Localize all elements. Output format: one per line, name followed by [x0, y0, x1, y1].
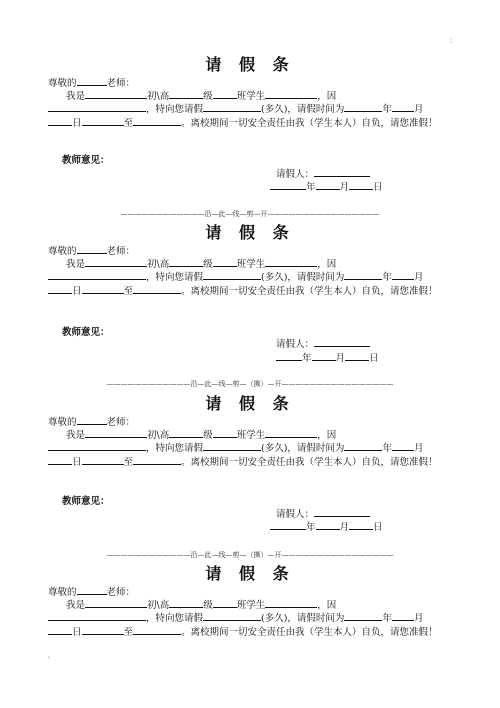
applicant-blank[interactable] [314, 507, 370, 517]
applicant-line [276, 166, 370, 180]
text-request-leave: ，特向您请假 [146, 443, 204, 454]
text-year: 年 [382, 613, 392, 624]
student-info-line [66, 598, 336, 612]
sign-month-blank[interactable] [316, 180, 340, 190]
text-year: 年 [382, 272, 392, 283]
grade-blank[interactable] [169, 257, 203, 267]
cut-line-3: ————————————沿—此—线—剪—（撕）—开———————————————— [106, 551, 394, 559]
text-month: 月 [413, 443, 424, 454]
text-class-student: 班学生 [236, 600, 266, 611]
text-grade: 级 [203, 91, 213, 102]
reason-line [48, 441, 423, 455]
salutation-pre: 尊敬的 [48, 78, 77, 89]
text-request-leave: ，特向您请假 [146, 104, 204, 115]
text-until: 至 [123, 627, 134, 638]
sign-year-blank[interactable] [276, 351, 302, 361]
text-i-am: 我是 [66, 259, 86, 270]
student-name-blank[interactable] [85, 428, 147, 438]
salutation-line [48, 415, 135, 429]
sign-day-blank[interactable] [345, 351, 369, 361]
period-line [48, 284, 438, 298]
teacher-opinion-label: 教师意见： [62, 496, 110, 507]
text-year: 年 [302, 353, 312, 364]
text-day: 日 [72, 286, 82, 297]
text-month: 月 [339, 182, 350, 193]
text-i-am: 我是 [66, 600, 86, 611]
sign-month-blank[interactable] [312, 351, 336, 361]
teacher-name-blank[interactable] [77, 76, 107, 86]
grade-blank[interactable] [169, 598, 203, 608]
text-day: 日 [72, 118, 82, 129]
student-info-line [66, 428, 336, 442]
text-grade: 级 [203, 430, 213, 441]
text-year: 年 [306, 522, 316, 533]
applicant-label: 请假人： [276, 169, 315, 180]
corner-mark-top: ; [450, 36, 453, 44]
text-year: 年 [382, 443, 392, 454]
slip-title: 请 假 条 [205, 564, 295, 583]
text-until: 至 [123, 118, 134, 129]
text-responsibility: 。离校期间一切安全责任由我（学生本人）自负，请您准假！ [181, 627, 438, 638]
end-date-blank-2[interactable] [133, 455, 181, 465]
start-year-blank[interactable] [344, 611, 382, 621]
date-line [270, 179, 383, 193]
class-blank[interactable] [213, 89, 237, 99]
corner-mark-bottom: ' [48, 656, 50, 664]
start-month-blank[interactable] [392, 102, 414, 112]
reason-blank[interactable] [48, 270, 146, 280]
student-name-blank[interactable] [85, 89, 147, 99]
duration-blank[interactable] [203, 270, 261, 280]
text-until: 至 [123, 286, 134, 297]
end-date-blank-2[interactable] [133, 284, 181, 294]
applicant-blank[interactable] [314, 337, 370, 347]
date-line [276, 350, 379, 364]
period-line [48, 455, 438, 469]
sign-day-blank[interactable] [349, 520, 373, 530]
salutation-post: 老师： [106, 78, 136, 89]
salutation-pre: 尊敬的 [48, 246, 77, 257]
applicant-line [276, 336, 370, 350]
period-line [48, 116, 438, 130]
text-day: 日 [373, 182, 383, 193]
end-date-blank-2[interactable] [133, 116, 181, 126]
text-i-am: 我是 [66, 91, 86, 102]
text-responsibility: 。离校期间一切安全责任由我（学生本人）自负，请您准假！ [181, 286, 438, 297]
end-date-blank[interactable] [82, 284, 124, 294]
text-day: 日 [72, 627, 82, 638]
start-year-blank[interactable] [344, 441, 382, 451]
salutation-line [48, 244, 135, 258]
text-duration-time: (多久)，请假时间为 [261, 443, 345, 454]
teacher-opinion-label: 教师意见： [62, 155, 110, 166]
sign-year-blank[interactable] [270, 180, 306, 190]
leave-slip-3 [0, 395, 500, 555]
reason-blank[interactable] [48, 441, 146, 451]
class-blank[interactable] [213, 598, 237, 608]
salutation-post: 老师： [106, 246, 136, 257]
leave-slip-1 [0, 56, 500, 216]
salutation-pre: 尊敬的 [48, 417, 77, 428]
text-year: 年 [306, 182, 316, 193]
teacher-name-blank[interactable] [77, 244, 107, 254]
text-school-level: 初\高 [147, 259, 170, 270]
reason-line [48, 611, 423, 625]
text-year: 年 [382, 104, 392, 115]
text-duration-time: (多久)，请假时间为 [261, 613, 345, 624]
text-because: ，因 [317, 430, 337, 441]
text-duration-time: (多久)，请假时间为 [261, 104, 345, 115]
salutation-line [48, 585, 135, 599]
reason-blank[interactable] [48, 102, 146, 112]
text-responsibility: 。离校期间一切安全责任由我（学生本人）自负，请您准假！ [181, 118, 438, 129]
teacher-opinion-label: 教师意见： [62, 327, 110, 338]
date-line [270, 519, 383, 533]
slip-title: 请 假 条 [205, 394, 295, 413]
end-date-blank-2[interactable] [133, 625, 181, 635]
leave-slip-2 [0, 224, 500, 384]
text-school-level: 初\高 [147, 430, 170, 441]
class-blank[interactable] [213, 428, 237, 438]
grade-blank[interactable] [169, 89, 203, 99]
salutation-post: 老师： [106, 417, 136, 428]
slip-title: 请 假 条 [205, 223, 295, 242]
text-because: ，因 [317, 91, 337, 102]
applicant-label: 请假人： [276, 509, 315, 520]
text-class-student: 班学生 [236, 91, 266, 102]
text-request-leave: ，特向您请假 [146, 613, 204, 624]
applicant-line [276, 506, 370, 520]
cut-line-2: ————————————沿—此—线—剪—（撕）—开———————————————— [106, 380, 394, 388]
text-because: ，因 [317, 259, 337, 270]
text-month: 月 [413, 613, 424, 624]
grade-blank[interactable] [169, 428, 203, 438]
text-month: 月 [413, 104, 424, 115]
reason-line [48, 102, 423, 116]
duration-blank[interactable] [203, 102, 261, 112]
teacher-name-blank[interactable] [77, 415, 107, 425]
text-class-student: 班学生 [236, 259, 266, 270]
slip-title: 请 假 条 [205, 55, 295, 74]
salutation-pre: 尊敬的 [48, 587, 77, 598]
applicant-label: 请假人： [276, 339, 315, 350]
text-school-level: 初\高 [147, 91, 170, 102]
start-day-blank[interactable] [48, 455, 72, 465]
teacher-name-blank[interactable] [77, 585, 107, 595]
sign-month-blank[interactable] [316, 520, 340, 530]
start-month-blank[interactable] [392, 611, 414, 621]
start-month-blank[interactable] [392, 441, 414, 451]
start-day-blank[interactable] [48, 284, 72, 294]
end-date-blank[interactable] [82, 625, 124, 635]
leave-slip-4 [0, 565, 500, 645]
student-blank[interactable] [265, 598, 317, 608]
text-because: ，因 [317, 600, 337, 611]
text-day: 日 [373, 522, 383, 533]
text-class-student: 班学生 [236, 430, 266, 441]
start-year-blank[interactable] [344, 102, 382, 112]
text-day: 日 [72, 457, 82, 468]
student-info-line [66, 89, 336, 103]
text-grade: 级 [203, 259, 213, 270]
text-request-leave: ，特向您请假 [146, 272, 204, 283]
sign-day-blank[interactable] [349, 180, 373, 190]
text-responsibility: 。离校期间一切安全责任由我（学生本人）自负，请您准假！ [181, 457, 438, 468]
end-date-blank[interactable] [82, 455, 124, 465]
student-blank[interactable] [265, 89, 317, 99]
student-name-blank[interactable] [85, 257, 147, 267]
duration-blank[interactable] [203, 441, 261, 451]
start-month-blank[interactable] [392, 270, 414, 280]
start-year-blank[interactable] [344, 270, 382, 280]
text-school-level: 初\高 [147, 600, 170, 611]
cut-line-1: ————————————沿—此—线—剪—开———————————————— [120, 210, 380, 218]
text-grade: 级 [203, 600, 213, 611]
text-i-am: 我是 [66, 430, 86, 441]
duration-blank[interactable] [203, 611, 261, 621]
applicant-blank[interactable] [314, 167, 370, 177]
text-until: 至 [123, 457, 134, 468]
end-date-blank[interactable] [82, 116, 124, 126]
reason-line [48, 270, 423, 284]
text-month: 月 [335, 353, 346, 364]
period-line [48, 625, 438, 639]
student-name-blank[interactable] [85, 598, 147, 608]
salutation-post: 老师： [106, 587, 136, 598]
student-info-line [66, 257, 336, 271]
student-blank[interactable] [265, 257, 317, 267]
text-month: 月 [339, 522, 350, 533]
start-day-blank[interactable] [48, 625, 72, 635]
text-duration-time: (多久)，请假时间为 [261, 272, 345, 283]
text-day: 日 [369, 353, 379, 364]
student-blank[interactable] [265, 428, 317, 438]
sign-year-blank[interactable] [270, 520, 306, 530]
salutation-line [48, 76, 135, 90]
reason-blank[interactable] [48, 611, 146, 621]
class-blank[interactable] [213, 257, 237, 267]
start-day-blank[interactable] [48, 116, 72, 126]
text-month: 月 [413, 272, 424, 283]
